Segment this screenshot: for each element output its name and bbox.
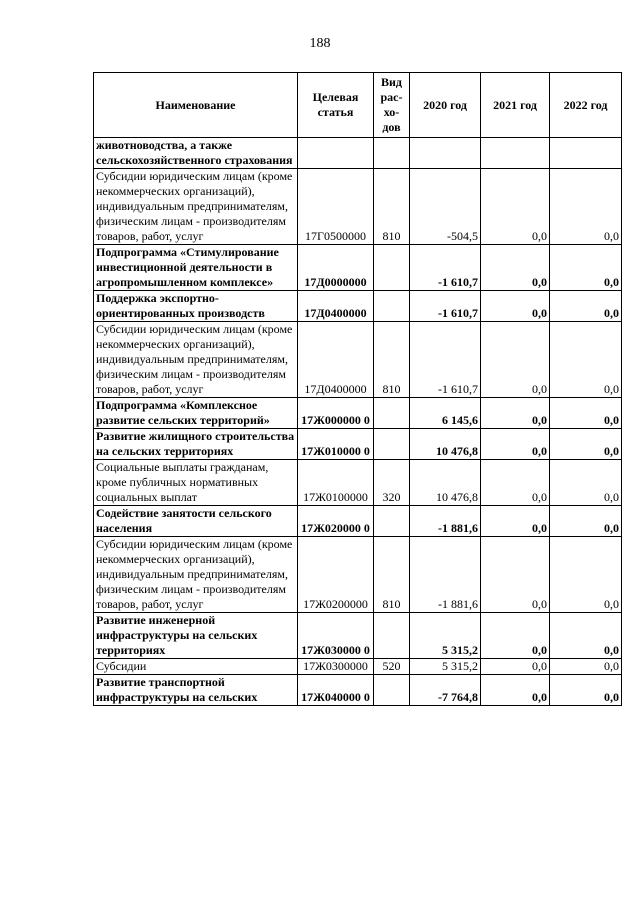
cell-2020: -7 764,8 xyxy=(410,675,481,706)
cell-expense: 810 xyxy=(374,537,410,613)
cell-name: Субсидии юридическим лицам (кроме некоммерческих организаций), индивидуальным предпринимателям, физическим лицам - производителям товаров, работ, услуг xyxy=(94,169,298,245)
cell-name: Поддержка экспортно-ориентированных производств xyxy=(94,291,298,322)
table-row xyxy=(94,460,622,506)
cell-2021: 0,0 xyxy=(481,291,550,322)
cell-2020: -1 610,7 xyxy=(410,245,481,291)
table-body xyxy=(94,138,622,706)
cell-name: Содействие занятости сельского населения xyxy=(94,506,298,537)
table-row xyxy=(94,506,622,537)
cell-expense xyxy=(374,138,410,169)
header-article: Целевая статья xyxy=(298,73,374,138)
cell-name: Субсидии юридическим лицам (кроме некоммерческих организаций), индивидуальным предпринимателям, физическим лицам - производителям товаров, работ, услуг xyxy=(94,537,298,613)
table-row xyxy=(94,659,622,675)
cell-2021: 0,0 xyxy=(481,659,550,675)
cell-2020: 5 315,2 xyxy=(410,613,481,659)
cell-2020: -1 610,7 xyxy=(410,322,481,398)
cell-2022: 0,0 xyxy=(550,322,622,398)
cell-name: Развитие инженерной инфраструктуры на сельских территориях xyxy=(94,613,298,659)
cell-2022: 0,0 xyxy=(550,460,622,506)
cell-2021 xyxy=(481,138,550,169)
cell-2021: 0,0 xyxy=(481,675,550,706)
cell-expense: 810 xyxy=(374,169,410,245)
cell-name: Подпрограмма «Комплексное развитие сельских территорий» xyxy=(94,398,298,429)
cell-name: животноводства, а также сельскохозяйственного страхования xyxy=(94,138,298,169)
cell-expense: 520 xyxy=(374,659,410,675)
table-header-row xyxy=(94,73,622,138)
cell-2022: 0,0 xyxy=(550,506,622,537)
cell-article xyxy=(298,138,374,169)
cell-name: Развитие транспортной инфраструктуры на сельских xyxy=(94,675,298,706)
budget-table xyxy=(93,72,622,706)
cell-name: Субсидии xyxy=(94,659,298,675)
cell-2020: 6 145,6 xyxy=(410,398,481,429)
cell-2021: 0,0 xyxy=(481,169,550,245)
header-2021: 2021 год xyxy=(481,73,550,138)
cell-2022: 0,0 xyxy=(550,613,622,659)
cell-article: 17Ж0300000 xyxy=(298,659,374,675)
cell-article: 17Ж030000 0 xyxy=(298,613,374,659)
cell-article: 17Ж040000 0 xyxy=(298,675,374,706)
cell-2022 xyxy=(550,138,622,169)
cell-expense: 320 xyxy=(374,460,410,506)
cell-2022: 0,0 xyxy=(550,169,622,245)
cell-expense xyxy=(374,613,410,659)
cell-2022: 0,0 xyxy=(550,429,622,460)
table-row xyxy=(94,398,622,429)
table-row xyxy=(94,613,622,659)
table-row xyxy=(94,138,622,169)
cell-article: 17Ж000000 0 xyxy=(298,398,374,429)
cell-article: 17Д0400000 xyxy=(298,322,374,398)
cell-2020: -1 881,6 xyxy=(410,537,481,613)
cell-expense xyxy=(374,506,410,537)
header-2020: 2020 год xyxy=(410,73,481,138)
cell-2022: 0,0 xyxy=(550,291,622,322)
cell-2021: 0,0 xyxy=(481,460,550,506)
table-row xyxy=(94,429,622,460)
cell-name: Социальные выплаты гражданам, кроме публичных нормативных социальных выплат xyxy=(94,460,298,506)
cell-2020: 5 315,2 xyxy=(410,659,481,675)
cell-article: 17Г0500000 xyxy=(298,169,374,245)
header-name: Наименование xyxy=(94,73,298,138)
cell-2022: 0,0 xyxy=(550,245,622,291)
page-number: 188 xyxy=(309,36,331,51)
cell-2021: 0,0 xyxy=(481,322,550,398)
cell-2022: 0,0 xyxy=(550,659,622,675)
cell-article: 17Ж010000 0 xyxy=(298,429,374,460)
cell-article: 17Ж020000 0 xyxy=(298,506,374,537)
cell-2020: -504,5 xyxy=(410,169,481,245)
cell-2021: 0,0 xyxy=(481,613,550,659)
cell-2022: 0,0 xyxy=(550,398,622,429)
header-expense-type: Вид рас-хо-дов xyxy=(374,73,410,138)
cell-expense xyxy=(374,245,410,291)
cell-article: 17Д0400000 xyxy=(298,291,374,322)
cell-2020 xyxy=(410,138,481,169)
cell-2021: 0,0 xyxy=(481,506,550,537)
cell-2022: 0,0 xyxy=(550,537,622,613)
cell-name: Субсидии юридическим лицам (кроме некоммерческих организаций), индивидуальным предпринимателям, физическим лицам - производителям товаров, работ, услуг xyxy=(94,322,298,398)
table-row xyxy=(94,291,622,322)
cell-expense xyxy=(374,429,410,460)
cell-2020: -1 881,6 xyxy=(410,506,481,537)
table-row xyxy=(94,537,622,613)
table-row xyxy=(94,322,622,398)
cell-expense xyxy=(374,398,410,429)
cell-2021: 0,0 xyxy=(481,398,550,429)
cell-article: 17Д0000000 xyxy=(298,245,374,291)
table-row xyxy=(94,245,622,291)
cell-2021: 0,0 xyxy=(481,429,550,460)
table-row xyxy=(94,675,622,706)
table-row xyxy=(94,169,622,245)
cell-2021: 0,0 xyxy=(481,537,550,613)
cell-2020: 10 476,8 xyxy=(410,429,481,460)
cell-article: 17Ж0200000 xyxy=(298,537,374,613)
cell-expense xyxy=(374,675,410,706)
cell-expense xyxy=(374,291,410,322)
cell-2021: 0,0 xyxy=(481,245,550,291)
cell-name: Развитие жилищного строительства на сельских территориях xyxy=(94,429,298,460)
cell-2022: 0,0 xyxy=(550,675,622,706)
cell-expense: 810 xyxy=(374,322,410,398)
header-2022: 2022 год xyxy=(550,73,622,138)
cell-2020: -1 610,7 xyxy=(410,291,481,322)
cell-name: Подпрограмма «Стимулирование инвестиционной деятельности в агропромышленном комплексе» xyxy=(94,245,298,291)
cell-2020: 10 476,8 xyxy=(410,460,481,506)
cell-article: 17Ж0100000 xyxy=(298,460,374,506)
